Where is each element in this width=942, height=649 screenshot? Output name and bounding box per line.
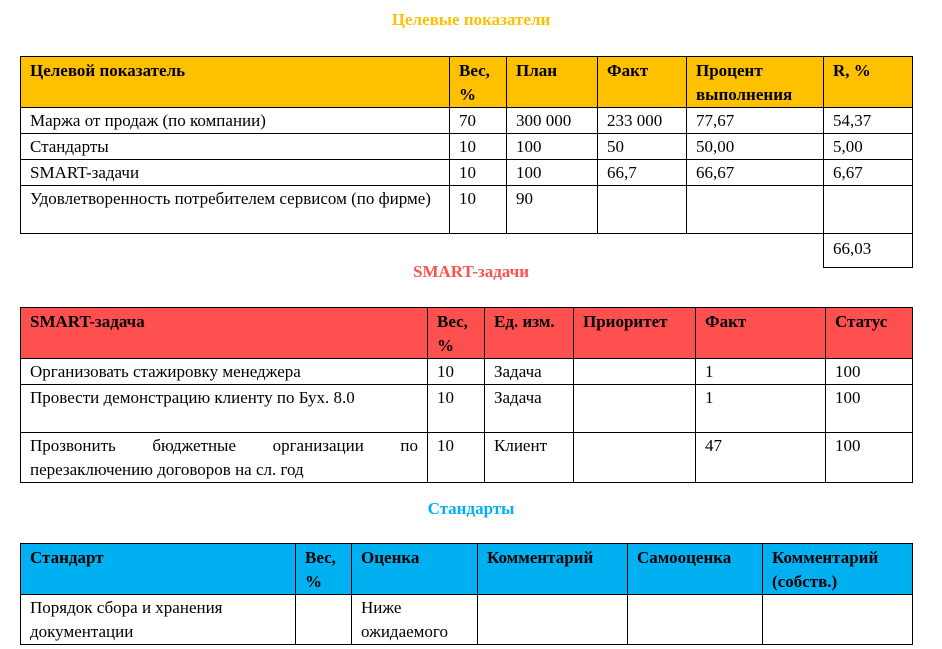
smart-table: [20, 307, 913, 483]
cell: 66,67: [687, 160, 824, 186]
col-header-fact: Факт: [696, 308, 826, 359]
cell: [296, 595, 352, 645]
cell: 1: [696, 385, 826, 433]
cell: 100: [507, 160, 598, 186]
cell: 100: [826, 433, 913, 483]
cell: Организовать стажировку менеджера: [21, 359, 428, 385]
table-row: [21, 385, 913, 433]
cell: Прозвонить бюджетные организации по перезаключению договоров на сл. год: [21, 433, 428, 483]
cell: Маржа от продаж (по компании): [21, 108, 450, 134]
smart-title: SMART-задачи: [412, 262, 530, 281]
cell: 1: [696, 359, 826, 385]
cell: 10: [450, 160, 507, 186]
col-header-standard: Стандарт: [21, 544, 296, 595]
cell: 10: [428, 385, 485, 433]
cell: [574, 385, 696, 433]
cell: 6,67: [824, 160, 913, 186]
standards-table: [20, 543, 913, 645]
standards-title: Стандарты: [427, 499, 515, 518]
cell: Удовлетворенность потребителем сервисом (по фирме): [21, 186, 450, 234]
table-row: [21, 160, 913, 186]
cell: [598, 186, 687, 234]
cell: 50,00: [687, 134, 824, 160]
cell: 10: [450, 134, 507, 160]
targets-header-row: [21, 57, 913, 108]
col-header-plan: План: [507, 57, 598, 108]
cell: [628, 595, 763, 645]
table-row: [21, 359, 913, 385]
cell: 300 000: [507, 108, 598, 134]
cell: [824, 186, 913, 234]
table-row: [21, 433, 913, 483]
targets-title: Целевые показатели: [391, 10, 551, 29]
cell: 54,37: [824, 108, 913, 134]
targets-table: [20, 56, 913, 268]
col-header-priority: Приоритет: [574, 308, 696, 359]
col-header-rating: Оценка: [352, 544, 478, 595]
col-header-own-comment: Комментарий (собств.): [763, 544, 913, 595]
standards-header-row: [21, 544, 913, 595]
col-header-comment: Комментарий: [478, 544, 628, 595]
col-header-task: SMART-задача: [21, 308, 428, 359]
table-row: [21, 108, 913, 134]
cell: 50: [598, 134, 687, 160]
cell: [687, 186, 824, 234]
cell: [478, 595, 628, 645]
cell: 5,00: [824, 134, 913, 160]
col-header-unit: Ед. изм.: [485, 308, 574, 359]
cell: SMART-задачи: [21, 160, 450, 186]
cell: 70: [450, 108, 507, 134]
col-header-self-rating: Самооценка: [628, 544, 763, 595]
table-row: [21, 595, 913, 645]
cell: 10: [450, 186, 507, 234]
cell: 10: [428, 433, 485, 483]
col-header-percent: Процент выполнения: [687, 57, 824, 108]
cell: 100: [826, 385, 913, 433]
table-row: [21, 186, 913, 234]
cell: 100: [507, 134, 598, 160]
total-value: 66,03: [824, 234, 913, 268]
col-header-r: R, %: [824, 57, 913, 108]
cell: 66,7: [598, 160, 687, 186]
cell: Клиент: [485, 433, 574, 483]
cell: Стандарты: [21, 134, 450, 160]
table-row: [21, 134, 913, 160]
cell: [574, 359, 696, 385]
cell: 90: [507, 186, 598, 234]
cell: 47: [696, 433, 826, 483]
cell: Задача: [485, 359, 574, 385]
cell: 233 000: [598, 108, 687, 134]
col-header-weight: Вес, %: [450, 57, 507, 108]
cell: Провести демонстрацию клиенту по Бух. 8.0: [21, 385, 428, 433]
cell: [763, 595, 913, 645]
smart-header-row: [21, 308, 913, 359]
cell: 77,67: [687, 108, 824, 134]
col-header-status: Статус: [826, 308, 913, 359]
col-header-weight: Вес, %: [428, 308, 485, 359]
cell: Задача: [485, 385, 574, 433]
col-header-weight: Вес, %: [296, 544, 352, 595]
cell: [574, 433, 696, 483]
cell: 10: [428, 359, 485, 385]
col-header-target: Целевой показатель: [21, 57, 450, 108]
cell: Ниже ожидаемого: [352, 595, 478, 645]
cell: 100: [826, 359, 913, 385]
col-header-fact: Факт: [598, 57, 687, 108]
cell: Порядок сбора и хранения документации: [21, 595, 296, 645]
